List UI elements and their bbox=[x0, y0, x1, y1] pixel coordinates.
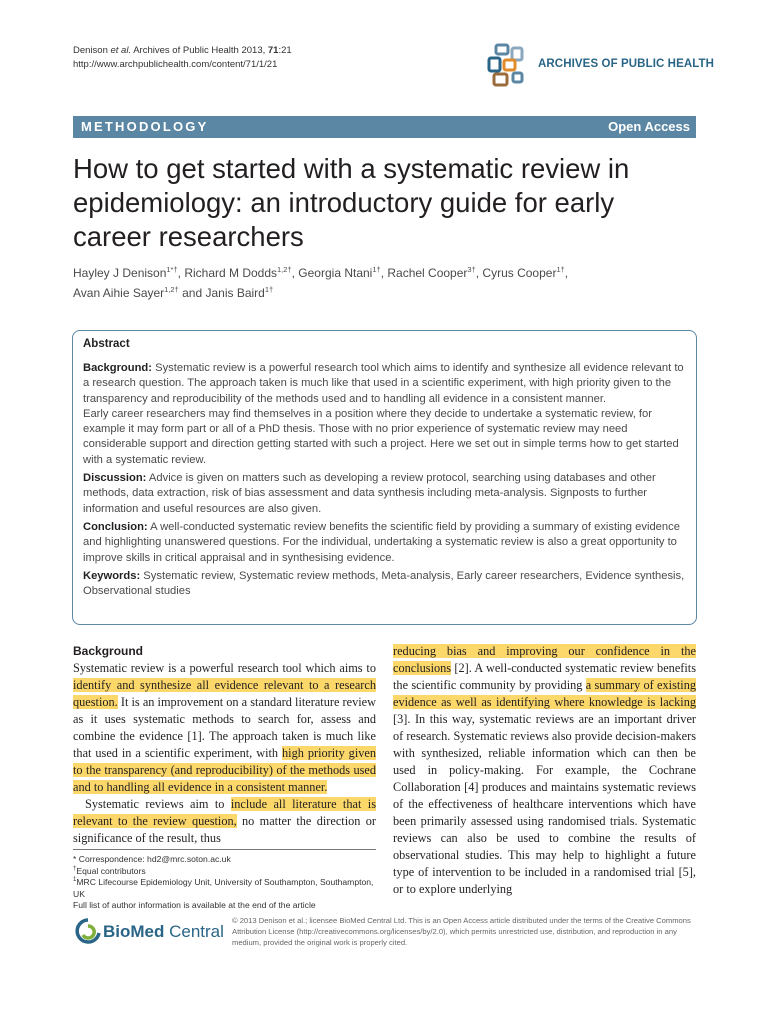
abstract-background: Background: Systematic review is a powerful research tool which aims to identify and synthesize all evidence relevant to a research question. The approach taken is much like that used in a scientific experiment, with high priority given to the transparency and reproducibility of the methods used and to handling all evidence in a consistent manner. bbox=[83, 362, 684, 405]
article-url[interactable]: http://www.archpublichealth.com/content/71/1/21 bbox=[73, 59, 278, 70]
journal-logo bbox=[486, 43, 715, 89]
open-access-label: Open Access bbox=[608, 119, 690, 134]
article-type: METHODOLOGY bbox=[81, 119, 209, 134]
body-column-left bbox=[73, 643, 376, 847]
footnotes bbox=[73, 849, 376, 912]
affiliation: $^1$MRC Lifecourse Epidemiology Unit, University of Southampton, Southampton, UK bbox=[73, 877, 374, 899]
abstract-background-cont: Early career researchers may find themselves in a position where they decide to undertake a systematic review, for example it may form part or all of a PhD thesis. Those with no prior experience of systematic review may need considerable support and direction getting started with such a project. Here we set out in simple terms how to get started with a systematic review. bbox=[83, 407, 679, 466]
biomed-central-name: BioMed Central bbox=[103, 922, 224, 941]
author-info-note: Full list of author information is available at the end of the article bbox=[73, 900, 316, 910]
body-column-right bbox=[393, 643, 696, 898]
author: Richard M Dodds$^{1,2\dagger}$, bbox=[184, 265, 299, 280]
highlight: include all literature that is relevant to the review question, bbox=[73, 797, 376, 828]
biomed-central-icon bbox=[74, 917, 102, 947]
author: Avan Aihie Sayer$^{1,2\dagger}$ and bbox=[73, 285, 206, 300]
section-heading: Background bbox=[73, 644, 144, 658]
body-paragraph: Systematic reviews aim to include all literature that is relevant to the review question, no matter the direction or significance of the result, thus bbox=[73, 797, 376, 845]
journal-name: ARCHIVES OF PUBLIC HEALTH bbox=[538, 58, 715, 70]
highlight: high priority given to the transparency (and reproducibility) of the methods used and to handling all evidence in a consistent manner. bbox=[73, 746, 376, 794]
journal-logo-icon bbox=[486, 43, 532, 89]
highlight: a summary of existing evidence as well as identifying where knowledge is lacking bbox=[393, 678, 696, 709]
abstract-conclusion: Conclusion: A well-conducted systematic review benefits the scientific field by providing a summary of existing evidence and highlighting unanswered questions. For the individual, undertaking a systematic review is also a great opportunity to improve skills in critical appraisal and in synthesising evidence. bbox=[83, 520, 680, 564]
abstract-box bbox=[72, 330, 697, 625]
author: Janis Baird$^{1\dagger}$ bbox=[205, 285, 274, 300]
abstract-heading: Abstract bbox=[83, 338, 130, 350]
author: Georgia Ntani$^{1\dagger}$, bbox=[298, 265, 388, 280]
author: Hayley J Denison$^{1*\dagger}$, bbox=[73, 265, 185, 280]
highlight: identify and synthesize all evidence relevant to a research question. bbox=[73, 678, 376, 709]
body-paragraph: Systematic review is a powerful research tool which aims to identify and synthesize all evidence relevant to a research question. It is an improvement on a standard literature review as it uses systematic methods to search for, assess and combine the evidence [1]. The approach taken is much like that used in a scientific experiment, with high priority given to the transparency (and reproducibility) of the methods used and to handling all evidence in a consistent manner. bbox=[73, 661, 376, 794]
abstract-discussion: Discussion: Advice is given on matters such as developing a review protocol, searching using databases and other methods, data extraction, risk of bias assessment and data synthesis including meta-analysis. Signposts to further information and useful resources are also given. bbox=[83, 472, 656, 515]
biomed-central-logo bbox=[74, 914, 224, 958]
article-type-banner bbox=[73, 116, 696, 138]
equal-contributors: †Equal contributors bbox=[73, 865, 146, 876]
author: Rachel Cooper$^{3\dagger}$, bbox=[387, 265, 483, 280]
abstract-keywords: Keywords: Systematic review, Systematic review methods, Meta-analysis, Early career researchers, Evidence synthesis, Observational studies bbox=[83, 569, 685, 598]
citation-block bbox=[73, 44, 292, 72]
citation-line: Denison et al. Archives of Public Health 2013, 71:21 bbox=[73, 45, 292, 56]
license-text: © 2013 Denison et al.; licensee BioMed Central Ltd. This is an Open Access article distributed under the terms of the Creative Commons Attribution License (http://creativecommons.org/licenses/by/2.0), which permits unrestricted use, distribution, and reproduction in any medium, provided the original work is properly cited. bbox=[232, 916, 691, 948]
correspondence: * Correspondence: hd2@mrc.soton.ac.uk bbox=[73, 854, 231, 864]
author-list bbox=[73, 263, 696, 303]
author: Cyrus Cooper$^{1\dagger}$, bbox=[482, 265, 569, 280]
article-title: How to get started with a systematic review in epidemiology: an introductory guide for early career researchers bbox=[73, 153, 630, 252]
body-paragraph: reducing bias and improving our confidence in the conclusions [2]. A well-conducted systematic review benefits the scientific community by providing a summary of existing evidence as well as identifying where knowledge is lacking [3]. In this way, systematic reviews are an important driver of research. Systematic reviews also provide decision-makers with synthesized, reliable information which can then be used in policy-making. For example, the Cochrane Collaboration [4] produces and maintains systematic reviews of the effectiveness of healthcare interventions which have been primarily assessed using randomised trials. Systematic reviews can also be used to combine the results of observational studies. This may help to highlight a future type of intervention to be included in a randomised trial [5], or to explore underlying bbox=[393, 644, 696, 896]
highlight: reducing bias and improving our confidence in the conclusions bbox=[393, 644, 696, 675]
